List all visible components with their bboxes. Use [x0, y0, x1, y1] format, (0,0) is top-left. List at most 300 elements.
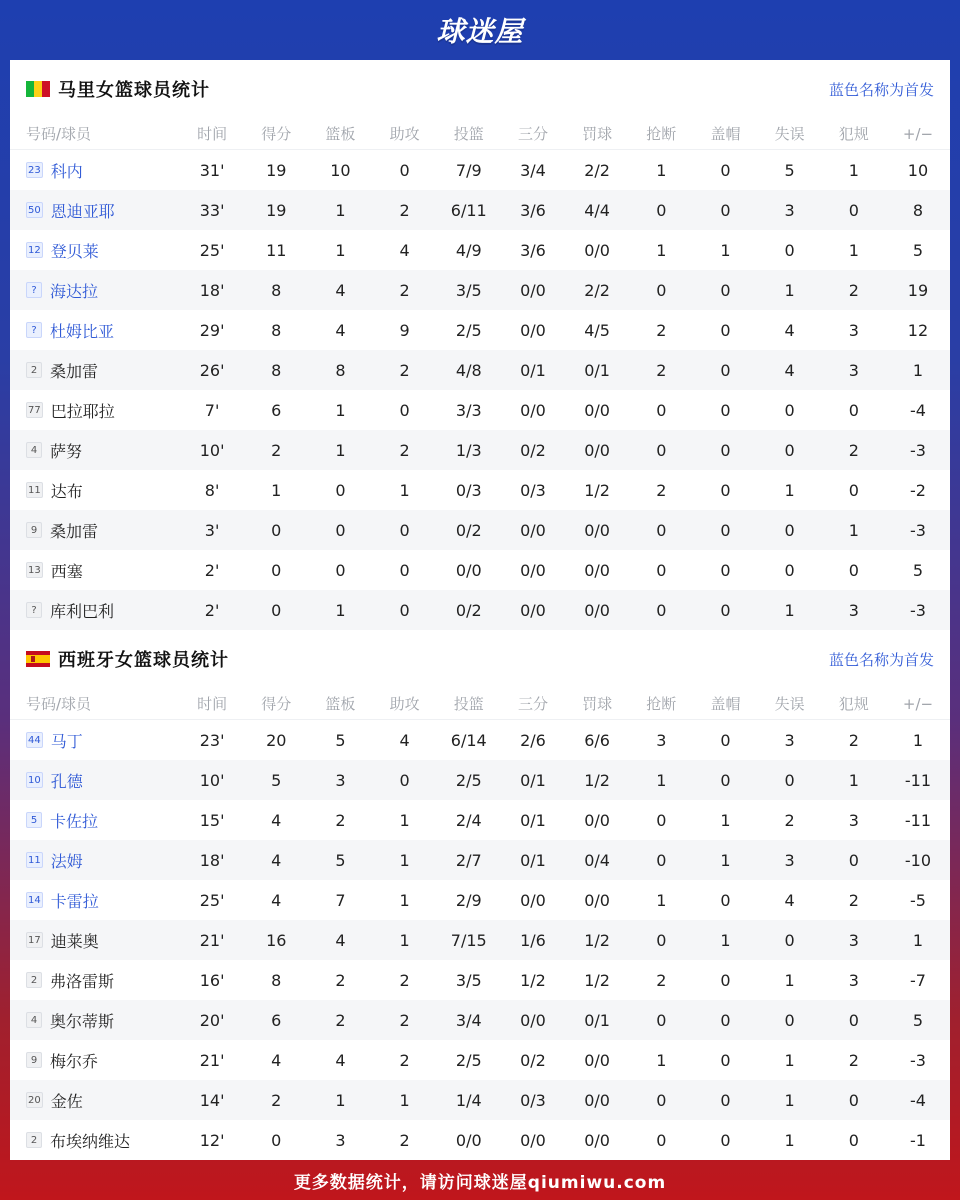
- stat-cell: -10: [904, 850, 932, 870]
- column-header: 罚球: [582, 695, 613, 713]
- stat-cell: 2': [204, 560, 220, 580]
- stat-cell: 2: [848, 440, 859, 460]
- stat-cell: 0: [720, 1090, 731, 1110]
- stat-cell: 8: [271, 360, 282, 380]
- stat-cell: 0: [784, 520, 795, 540]
- stat-cell: 3: [335, 1130, 346, 1150]
- stat-cell: 1/2: [520, 970, 546, 990]
- spain-flag-icon: [26, 651, 50, 667]
- stat-cell: 0: [399, 400, 410, 420]
- stat-cell: 1: [399, 1090, 410, 1110]
- stat-cell: 3: [784, 730, 795, 750]
- stat-cell: 2/2: [584, 280, 610, 300]
- section-header-left: [26, 646, 229, 672]
- stat-cell: 1: [399, 850, 410, 870]
- table-row[interactable]: [10, 720, 950, 760]
- stat-cell: -4: [910, 1090, 926, 1110]
- stat-cell: 31': [199, 160, 225, 180]
- column-header: 篮板: [325, 695, 356, 713]
- stat-cell: 1: [784, 480, 795, 500]
- stat-cell: 0: [848, 480, 859, 500]
- column-header: 罚球: [582, 125, 613, 143]
- player-cell: [10, 439, 180, 462]
- stat-cell: 19: [266, 200, 287, 220]
- stat-cell: 11: [266, 240, 287, 260]
- player-cell: [10, 599, 180, 622]
- stat-cell: 0: [656, 200, 667, 220]
- column-header: 投篮: [453, 125, 484, 143]
- stat-cell: 0: [656, 1130, 667, 1150]
- stat-cell: 0: [720, 160, 731, 180]
- table-row[interactable]: [10, 270, 950, 310]
- stat-cell: 0/0: [584, 400, 610, 420]
- player-name[interactable]: 法姆: [50, 851, 83, 871]
- stat-cell: 0/1: [520, 360, 546, 380]
- stat-cell: 0: [720, 560, 731, 580]
- table-row[interactable]: [10, 190, 950, 230]
- stat-cell: 0/3: [520, 1090, 546, 1110]
- table-row[interactable]: [10, 510, 950, 550]
- stat-cell: 0/0: [520, 320, 546, 340]
- stat-cell: 3/5: [455, 970, 482, 990]
- stat-cell: 0/0: [455, 560, 482, 580]
- stat-cell: 25': [199, 240, 225, 260]
- column-header: 失误: [774, 695, 805, 713]
- stat-cell: 1: [784, 970, 795, 990]
- stat-cell: 3: [656, 730, 667, 750]
- stat-cell: 0/0: [584, 240, 610, 260]
- column-header: 号码/球员: [26, 125, 92, 143]
- stat-cell: 0/0: [584, 600, 610, 620]
- starter-legend-note: 蓝色名称为首发: [828, 650, 934, 669]
- stat-cell: 1: [848, 160, 859, 180]
- table-row[interactable]: [10, 800, 950, 840]
- player-cell: [10, 929, 180, 952]
- stat-cell: 2: [848, 1050, 859, 1070]
- stat-cell: 0: [656, 850, 667, 870]
- stat-cell: 2: [656, 480, 667, 500]
- stat-cell: 0: [656, 810, 667, 830]
- player-name[interactable]: 马丁: [50, 731, 83, 751]
- table-row[interactable]: [10, 470, 950, 510]
- stat-cell: 5: [335, 730, 346, 750]
- player-cell: [10, 279, 180, 302]
- stat-cell: 3: [848, 320, 859, 340]
- column-header: 失误: [774, 125, 805, 143]
- stat-cell: 1: [335, 200, 346, 220]
- jersey-number-badge: 17: [26, 932, 43, 948]
- stat-cell: 0/0: [584, 890, 610, 910]
- stat-cell: -3: [910, 520, 926, 540]
- footer-promo[interactable]: 更多数据统计，请访问球迷屋qiumiwu.com: [293, 1172, 667, 1193]
- jersey-number-badge: ?: [26, 602, 42, 618]
- stat-cell: 0: [656, 930, 667, 950]
- jersey-number-badge: 9: [26, 1052, 42, 1068]
- flag-stripe: [34, 81, 42, 97]
- player-cell: [10, 809, 180, 832]
- stat-cell: -2: [910, 480, 926, 500]
- stat-cell: 1: [912, 730, 924, 750]
- stat-cell: 1/2: [584, 480, 610, 500]
- table-row[interactable]: [10, 960, 950, 1000]
- stat-cell: 10': [199, 770, 225, 790]
- table-row[interactable]: [10, 350, 950, 390]
- player-cell: [10, 239, 180, 262]
- stat-cell: 4: [399, 730, 410, 750]
- stat-cell: 0: [399, 160, 410, 180]
- stat-cell: 0: [656, 440, 667, 460]
- stat-cell: 4: [271, 810, 282, 830]
- stat-cell: 1: [848, 520, 859, 540]
- stat-cell: 0: [335, 480, 346, 500]
- stat-cell: 0/0: [584, 560, 610, 580]
- stat-cell: 1: [656, 240, 667, 260]
- column-header: +/−: [902, 694, 934, 713]
- column-header: 三分: [517, 125, 548, 143]
- stat-cell: 16: [266, 930, 287, 950]
- stat-cell: 4: [335, 1050, 346, 1070]
- stat-cell: 4: [784, 360, 795, 380]
- stat-cell: 0/0: [520, 560, 546, 580]
- stat-cell: 0: [656, 1010, 667, 1030]
- player-cell: [10, 889, 180, 912]
- column-header: 号码/球员: [26, 695, 92, 713]
- table-row[interactable]: [10, 1000, 950, 1040]
- stat-cell: 12: [907, 320, 929, 340]
- stat-cell: 1/4: [455, 1090, 482, 1110]
- stat-cell: 4: [399, 240, 410, 260]
- column-header: 得分: [261, 125, 292, 143]
- stat-cell: 18': [199, 280, 225, 300]
- player-name[interactable]: 布埃纳维达: [50, 1131, 131, 1151]
- stat-cell: 0: [784, 400, 795, 420]
- player-name[interactable]: 弗洛雷斯: [50, 971, 115, 991]
- stat-cell: 6/11: [450, 200, 487, 220]
- stat-cell: 7/15: [450, 930, 487, 950]
- stat-cell: 5: [784, 160, 795, 180]
- table-row[interactable]: [10, 310, 950, 350]
- stat-cell: 1: [399, 480, 410, 500]
- table-row[interactable]: [10, 590, 950, 630]
- player-name[interactable]: 桑加雷: [50, 361, 99, 381]
- stat-cell: 3/3: [455, 400, 482, 420]
- stat-cell: 0: [656, 520, 667, 540]
- stat-cell: 1: [271, 480, 282, 500]
- stat-cell: 3': [204, 520, 220, 540]
- jersey-number-badge: 9: [26, 522, 42, 538]
- stat-cell: 0/0: [455, 1130, 482, 1150]
- stat-cell: -3: [910, 1050, 926, 1070]
- table-row[interactable]: [10, 840, 950, 880]
- stat-cell: 0: [720, 400, 731, 420]
- stat-cell: 1: [848, 770, 859, 790]
- stat-cell: 0: [720, 280, 731, 300]
- stat-cell: 0: [720, 730, 731, 750]
- jersey-number-badge: 4: [26, 442, 42, 458]
- jersey-number-badge: 2: [26, 972, 42, 988]
- stat-cell: 2: [399, 200, 410, 220]
- stat-cell: 2: [399, 1050, 410, 1070]
- stat-cell: 0/0: [520, 400, 546, 420]
- stat-cell: 0: [399, 560, 410, 580]
- stat-cell: 6: [271, 400, 282, 420]
- jersey-number-badge: 44: [26, 732, 43, 748]
- stat-cell: 2: [399, 1010, 410, 1030]
- stat-cell: 7/9: [455, 160, 482, 180]
- stat-cell: 0/0: [584, 440, 610, 460]
- stat-cell: 0: [720, 1130, 731, 1150]
- stat-cell: 4/5: [584, 320, 610, 340]
- stat-cell: 1: [784, 600, 795, 620]
- table-row[interactable]: [10, 880, 950, 920]
- stat-cell: 3: [848, 930, 859, 950]
- stat-cell: 5: [335, 850, 346, 870]
- stat-cell: 0/0: [584, 1130, 610, 1150]
- stat-cell: 14': [199, 1090, 225, 1110]
- stat-cell: 0: [848, 400, 859, 420]
- jersey-number-badge: 20: [26, 1092, 43, 1108]
- stat-cell: 4/8: [455, 360, 482, 380]
- starter-legend-note: 蓝色名称为首发: [828, 80, 934, 99]
- stat-cell: 1/2: [584, 970, 610, 990]
- stat-cell: 0/1: [584, 360, 610, 380]
- stat-cell: 0: [720, 360, 731, 380]
- stat-cell: 0/1: [520, 850, 546, 870]
- stat-cell: 1: [912, 930, 924, 950]
- site-logo[interactable]: 球迷屋: [436, 15, 524, 48]
- stat-cell: 4: [335, 320, 346, 340]
- jersey-number-badge: 2: [26, 362, 42, 378]
- stat-cell: 2: [656, 360, 667, 380]
- player-name[interactable]: 登贝莱: [50, 241, 99, 261]
- table-row[interactable]: [10, 550, 950, 590]
- stat-cell: -11: [904, 770, 932, 790]
- stat-cell: 0: [848, 850, 859, 870]
- player-name[interactable]: 科内: [50, 161, 83, 181]
- stat-cell: -3: [910, 440, 926, 460]
- stat-cell: 4/9: [455, 240, 482, 260]
- player-name[interactable]: 海达拉: [50, 281, 99, 301]
- stat-cell: 18': [199, 850, 225, 870]
- stat-cell: 2: [271, 1090, 282, 1110]
- stat-cell: 2: [848, 890, 859, 910]
- player-name[interactable]: 巴拉耶拉: [50, 401, 115, 421]
- stat-cell: 2: [335, 810, 346, 830]
- stat-cell: 1: [784, 280, 795, 300]
- stat-cell: 2: [335, 1010, 346, 1030]
- stat-cell: 3: [335, 770, 346, 790]
- stat-cell: 1: [720, 810, 731, 830]
- stat-cell: 7': [204, 400, 220, 420]
- stat-cell: 4: [271, 890, 282, 910]
- stat-cell: 1: [335, 240, 346, 260]
- stat-cell: 6/14: [450, 730, 487, 750]
- player-cell: [10, 479, 180, 502]
- stat-cell: 0/0: [520, 600, 546, 620]
- stat-cell: 0: [848, 1010, 859, 1030]
- flag-stripe: [42, 81, 50, 97]
- column-header: 时间: [197, 695, 228, 713]
- player-cell: [10, 769, 180, 792]
- stat-cell: 1: [720, 850, 731, 870]
- stat-cell: 1: [335, 1090, 346, 1110]
- stat-cell: 5: [271, 770, 282, 790]
- stat-cell: 2: [399, 1130, 410, 1150]
- stat-cell: 2: [784, 810, 795, 830]
- stat-cell: 1: [784, 1050, 795, 1070]
- stat-cell: 3/5: [455, 280, 482, 300]
- player-name[interactable]: 西塞: [50, 561, 83, 581]
- flag-stripe: [26, 655, 50, 663]
- player-name[interactable]: 桑加雷: [50, 521, 99, 541]
- player-name[interactable]: 杜姆比亚: [50, 321, 115, 341]
- stat-cell: 8': [204, 480, 220, 500]
- stat-cell: 2: [656, 320, 667, 340]
- table-row[interactable]: [10, 430, 950, 470]
- stat-cell: 2: [399, 970, 410, 990]
- stat-cell: 7: [335, 890, 346, 910]
- player-cell: [10, 1129, 180, 1152]
- table-row[interactable]: [10, 760, 950, 800]
- player-name[interactable]: 卡佐拉: [50, 811, 99, 831]
- stat-cell: 1: [912, 360, 924, 380]
- stat-cell: 1/2: [584, 770, 610, 790]
- stat-cell: -1: [910, 1130, 926, 1150]
- stat-cell: 1: [720, 930, 731, 950]
- table-row[interactable]: [10, 1040, 950, 1080]
- section-header-left: [26, 76, 210, 102]
- stat-cell: 3: [848, 810, 859, 830]
- stat-cell: 5: [912, 240, 924, 260]
- stat-cell: 10': [199, 440, 225, 460]
- player-name[interactable]: 恩迪亚耶: [50, 201, 115, 221]
- mali-flag-icon: [26, 81, 50, 97]
- jersey-number-badge: 12: [26, 242, 43, 258]
- stat-cell: 1: [784, 1130, 795, 1150]
- stat-cell: 2: [399, 360, 410, 380]
- column-header: 盖帽: [710, 125, 741, 143]
- column-header: +/−: [902, 124, 934, 143]
- player-cell: [10, 969, 180, 992]
- stat-cell: 0: [784, 440, 795, 460]
- stat-cell: 3: [784, 200, 795, 220]
- stat-cell: 0: [720, 770, 731, 790]
- player-cell: [10, 559, 180, 582]
- stat-cell: 20: [266, 730, 287, 750]
- stat-cell: 0/2: [520, 1050, 546, 1070]
- stat-cell: 26': [199, 360, 225, 380]
- jersey-number-badge: 14: [26, 892, 43, 908]
- player-name[interactable]: 金佐: [50, 1091, 83, 1111]
- table-header-row: [10, 118, 950, 150]
- stat-cell: 33': [199, 200, 225, 220]
- stat-cell: 0: [720, 1010, 731, 1030]
- table-row[interactable]: [10, 390, 950, 430]
- stat-cell: 3/4: [520, 160, 546, 180]
- stat-cell: 0/0: [584, 520, 610, 540]
- stat-cell: 0: [720, 200, 731, 220]
- stat-cell: 25': [199, 890, 225, 910]
- stat-cell: 0/1: [520, 770, 546, 790]
- stat-cell: 15': [199, 810, 225, 830]
- stat-cell: 4: [784, 890, 795, 910]
- stat-cell: 0: [848, 200, 859, 220]
- player-name[interactable]: 卡雷拉: [50, 891, 99, 911]
- stat-cell: 5: [912, 1010, 924, 1030]
- stat-cell: -7: [910, 970, 926, 990]
- player-name[interactable]: 萨努: [50, 441, 83, 461]
- player-cell: [10, 199, 180, 222]
- stat-cell: 0: [335, 520, 346, 540]
- section-title: 马里女篮球员统计: [58, 80, 210, 101]
- player-cell: [10, 359, 180, 382]
- stat-cell: 4/4: [584, 200, 610, 220]
- stat-cell: 2/4: [455, 810, 482, 830]
- stat-cell: 6: [271, 1010, 282, 1030]
- stat-cell: 0: [399, 770, 410, 790]
- stat-cell: 1: [656, 890, 667, 910]
- stat-cell: 8: [271, 280, 282, 300]
- stat-cell: 0/1: [520, 810, 546, 830]
- player-name[interactable]: 达布: [50, 481, 83, 501]
- stat-cell: 0: [720, 440, 731, 460]
- player-name[interactable]: 库利巴利: [50, 601, 115, 621]
- player-name[interactable]: 梅尔乔: [50, 1051, 99, 1071]
- stat-cell: 4: [784, 320, 795, 340]
- jersey-number-badge: 10: [26, 772, 43, 788]
- stat-cell: 0/2: [455, 520, 482, 540]
- stat-cell: -11: [904, 810, 932, 830]
- table-row[interactable]: [10, 230, 950, 270]
- stat-cell: 2: [271, 440, 282, 460]
- player-name[interactable]: 奥尔蒂斯: [50, 1011, 115, 1031]
- stat-cell: 9: [399, 320, 410, 340]
- stat-cell: 2/6: [520, 730, 546, 750]
- stat-cell: 0: [271, 520, 282, 540]
- stat-cell: 2: [335, 970, 346, 990]
- stat-cell: 0/3: [520, 480, 546, 500]
- stat-cell: 0/0: [584, 810, 610, 830]
- table-row[interactable]: [10, 150, 950, 190]
- stat-cell: 0: [720, 600, 731, 620]
- player-name[interactable]: 迪莱奥: [50, 931, 99, 951]
- stat-cell: 10: [907, 160, 929, 180]
- column-header: 盖帽: [710, 695, 741, 713]
- stat-cell: 19: [907, 280, 929, 300]
- stat-cell: 0: [784, 930, 795, 950]
- stat-cell: 2: [848, 280, 859, 300]
- stat-cell: -3: [910, 600, 926, 620]
- jersey-number-badge: 11: [26, 482, 43, 498]
- stat-cell: 4: [271, 1050, 282, 1070]
- stat-cell: 0/0: [520, 1010, 546, 1030]
- stat-cell: 1: [399, 810, 410, 830]
- table-row[interactable]: [10, 1080, 950, 1120]
- stat-cell: 3/6: [520, 200, 546, 220]
- stat-cell: 0: [399, 520, 410, 540]
- stat-cell: 0: [720, 1050, 731, 1070]
- stat-cell: 8: [335, 360, 346, 380]
- stat-cell: 3/6: [520, 240, 546, 260]
- stat-cell: 0: [784, 560, 795, 580]
- table-row[interactable]: [10, 920, 950, 960]
- stat-cell: 0/0: [584, 1090, 610, 1110]
- player-name[interactable]: 孔德: [50, 771, 83, 791]
- stat-cell: 3/4: [455, 1010, 482, 1030]
- stat-cell: 0: [784, 1010, 795, 1030]
- top-bar: [0, 0, 960, 60]
- table-row[interactable]: [10, 1120, 950, 1160]
